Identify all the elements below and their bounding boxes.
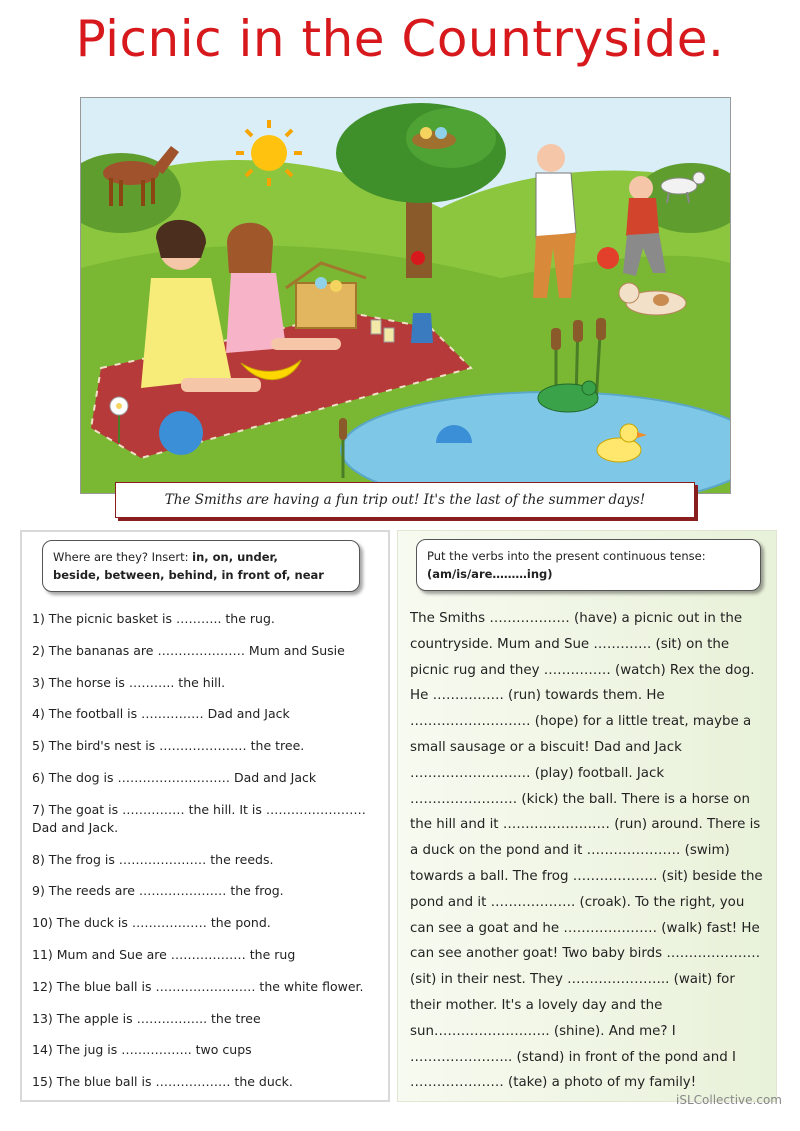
scene-caption: The Smiths are having a fun trip out! It's the last of the summer days! — [115, 482, 695, 518]
verbs-instruction-box — [416, 539, 761, 591]
question-item: 15) The blue ball is ……………… the duck. — [32, 1074, 293, 1090]
reed-icon — [339, 418, 347, 440]
question-item: 10) The duck is ……………… the pond. — [32, 915, 271, 931]
prepositions-exercise-panel — [20, 530, 390, 1102]
football-icon — [597, 247, 619, 269]
instruction-words-2: beside, between, behind, in front of, near — [53, 568, 324, 582]
question-item: 5) The bird's nest is ………………… the tree. — [32, 738, 305, 754]
cup-icon — [384, 328, 394, 342]
question-item: 11) Mum and Sue are ……………… the rug — [32, 946, 296, 962]
page-title: Picnic in the Countryside. — [75, 10, 725, 68]
picnic-illustration — [80, 97, 731, 494]
question-item: 14) The jug is …………….. two cups — [32, 1042, 252, 1058]
cup-icon — [371, 320, 381, 334]
verbs-exercise-panel — [397, 530, 777, 1102]
instruction-words-1: in, on, under, — [192, 550, 278, 564]
question-item: 6) The dog is ……………………… Dad and Jack — [32, 769, 317, 785]
question-item: 9) The reeds are ………………… the frog. — [32, 883, 284, 899]
question-item: 4) The football is …………… Dad and Jack — [32, 706, 290, 722]
verbs-passage: The Smiths ……………… (have) a picnic out in the countryside. Mum and Sue …………. (sit) on the picnic rug and they …………… (watch) Rex the dog. He ……………. (run) towards them. He ……………………… (hope) for a little treat, maybe a small sausage or a biscuit! Dad and Jack ……………………… (play) football. Jack …………………… (kick) the ball. There is a horse on the hill and it …………………… (run) around. There is a duck on the pond and it ………………… (swim) towards a ball. The frog ………………. (sit) beside the pond and it ………………. (croak). To the right, you can see a goat and he ………………… (walk) fast! He can see another goat! Two baby birds ………………… (sit) in their nest. They ………………….. (wait) for their mother. It's a lovely day and the sun…………………….. (shine). And me? I ………………….. (stand) in front of the pond and I ………………… (take) a photo of my family! — [410, 611, 763, 1091]
apple-icon — [411, 251, 425, 265]
question-item: 8) The frog is ………………… the reeds. — [32, 851, 274, 867]
picnic-scene-drawing — [81, 98, 730, 493]
question-item: 13) The apple is …………….. the tree — [32, 1010, 261, 1026]
jug-icon — [411, 313, 433, 343]
prepositions-question-list — [32, 610, 384, 1105]
question-item: 1) The picnic basket is ……….. the rug. — [32, 611, 275, 626]
blue-ball-icon — [159, 411, 203, 455]
verbs-instruction-line1: Put the verbs into the present continuous tense: — [427, 549, 706, 563]
prepositions-instruction-box — [42, 540, 360, 592]
question-item: 2) The bananas are ………………… Mum and Susie — [32, 642, 345, 658]
verbs-instruction-line2: (am/is/are………ing) — [427, 567, 553, 581]
question-item: 3) The horse is ……….. the hill. — [32, 674, 226, 690]
instruction-lead: Where are they? Insert: — [53, 550, 189, 564]
question-item: 12) The blue ball is …………………… the white flower. — [32, 978, 364, 994]
question-item: 7) The goat is …………… the hill. It is …………………… Dad and Jack. — [32, 801, 366, 835]
footer-watermark: iSLCollective.com — [676, 1093, 782, 1107]
